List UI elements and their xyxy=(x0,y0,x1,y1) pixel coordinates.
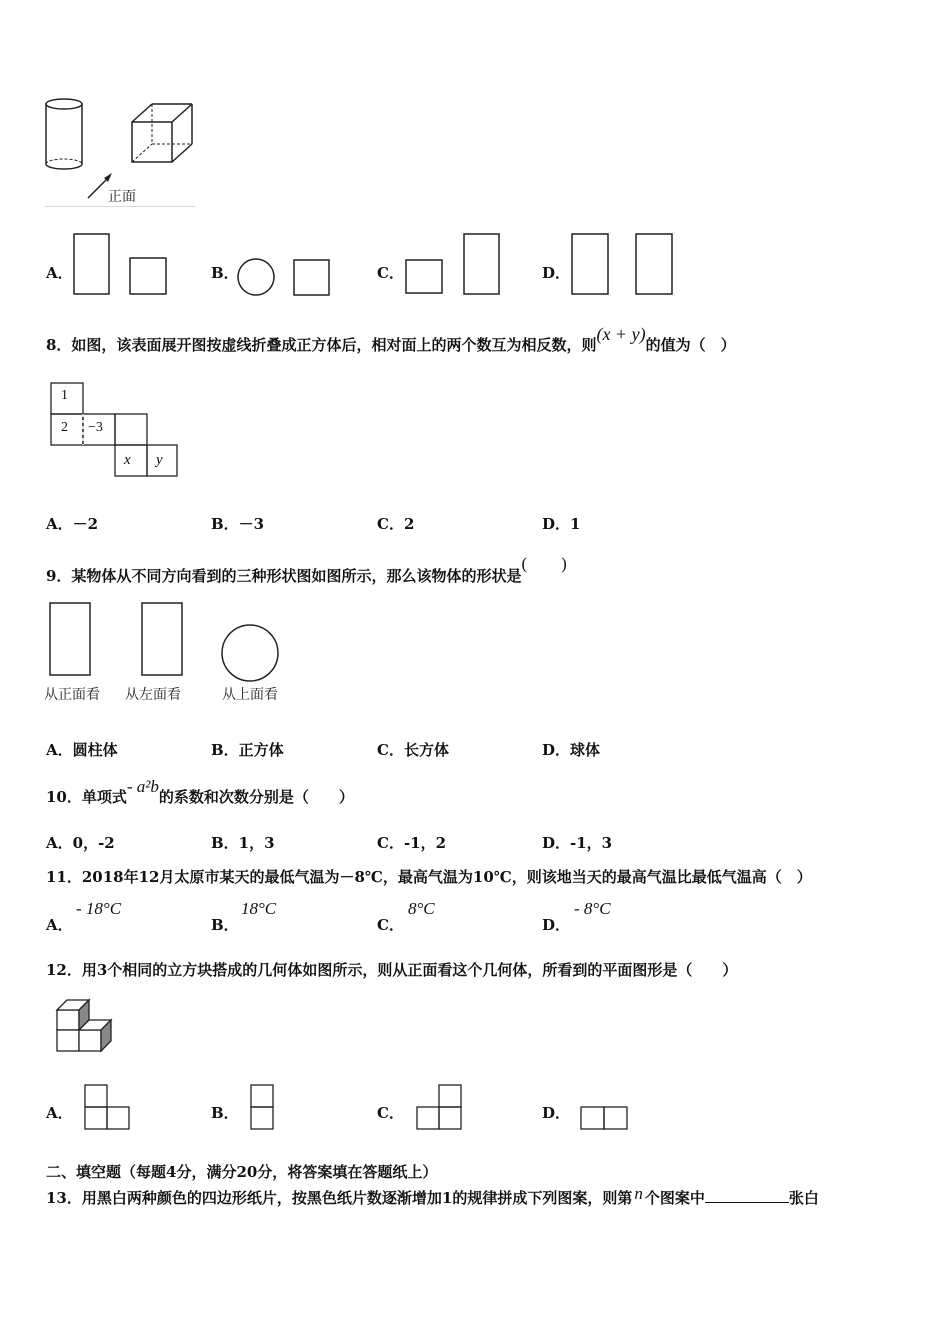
q7-cube-figure xyxy=(128,100,198,170)
q8-stem xyxy=(46,324,736,355)
q10-monomial: - a²b xyxy=(126,777,159,796)
q9-left-view xyxy=(140,601,186,677)
q12-option-d-letter: D． xyxy=(542,1104,571,1122)
q9-answer-paren: ( ) xyxy=(521,554,567,573)
q13-answer-blank[interactable] xyxy=(705,1188,789,1203)
q9-option-b: B．正方体 xyxy=(211,741,284,759)
q8-option-b: B．－3 xyxy=(211,515,265,533)
q13-stem-pre: 13．用黑白两种颜色的四边形纸片，按黑色纸片数逐渐增加1的规律拼成下列图案，则第 xyxy=(46,1189,633,1207)
section-2-heading: 二、填空题（每题4分，满分20分，将答案填在答题纸上） xyxy=(46,1163,438,1181)
q11-option-b-letter: B． xyxy=(211,916,239,934)
q8-net-cell-1: 1 xyxy=(61,388,68,403)
q9-stem-text: 9．某物体从不同方向看到的三种形状图如图所示，那么该物体的形状是 xyxy=(46,567,522,585)
q9-top-view-label: 从上面看 xyxy=(222,687,278,703)
q7-option-d-letter: D． xyxy=(542,264,571,282)
q13-stem-mid: 个图案中 xyxy=(644,1189,705,1207)
q8-expression: (x + y) xyxy=(596,324,646,344)
q10-option-a: A．0，-2 xyxy=(46,834,115,852)
q12-option-d-figure xyxy=(580,1106,630,1132)
q8-option-a: A．－2 xyxy=(46,515,99,533)
q8-net-cell-x: x xyxy=(124,452,131,468)
q7-option-c-figure xyxy=(402,232,502,298)
q8-stem-pre: 8．如图，该表面展开图按虚线折叠成正方体后，相对面上的两个数互为相反数，则 xyxy=(46,336,597,354)
q11-stem: 11．2018年12月太原市某天的最低气温为－8℃，最高气温为10℃，则该地当天的最高气温比最低气温高（ ） xyxy=(46,868,812,886)
q11-option-a-letter: A． xyxy=(46,916,73,934)
q8-net-cell-3: −3 xyxy=(88,420,103,435)
q7-figure-border xyxy=(44,206,196,207)
q11-option-c-value: 8°C xyxy=(408,899,435,918)
q10-stem-post: 的系数和次数分别是（ ） xyxy=(158,788,354,806)
q11-option-c-letter: C． xyxy=(377,916,404,934)
q8-stem-post: 的值为（ ） xyxy=(645,336,736,354)
q9-left-view-label: 从左面看 xyxy=(125,687,181,703)
q10-stem xyxy=(46,777,354,807)
q13-stem-post: 张白 xyxy=(788,1189,819,1207)
q7-option-a-figure xyxy=(72,232,172,298)
q12-option-a-letter: A． xyxy=(46,1104,73,1122)
q8-net-cell-2: 2 xyxy=(61,420,68,435)
q12-cube-stack-figure xyxy=(54,996,120,1056)
q7-front-label: 正面 xyxy=(108,189,136,205)
q7-option-b-letter: B． xyxy=(211,264,239,282)
q7-option-d-figure xyxy=(568,232,678,298)
q13-var-n: n xyxy=(634,1184,643,1203)
q12-option-c-letter: C． xyxy=(377,1104,404,1122)
q7-option-c-letter: C． xyxy=(377,264,404,282)
q8-net-cell-y: y xyxy=(156,452,163,468)
q8-option-d: D．1 xyxy=(542,515,581,533)
q11-option-a-value: - 18°C xyxy=(76,899,122,918)
q11-option-d-letter: D． xyxy=(542,916,571,934)
q9-front-view-label: 从正面看 xyxy=(44,687,100,703)
q9-option-d: D．球体 xyxy=(542,741,601,759)
q10-option-c: C．-1，2 xyxy=(377,834,447,852)
q11-option-b-value: 18°C xyxy=(241,899,277,918)
q12-stem: 12．用3个相同的立方块搭成的几何体如图所示，则从正面看这个几何体，所看到的平面图形是（ ） xyxy=(46,961,738,979)
q9-option-a: A．圆柱体 xyxy=(46,741,118,759)
q12-option-a-figure xyxy=(84,1084,132,1132)
q9-front-view xyxy=(48,601,94,677)
q12-option-c-figure xyxy=(416,1084,464,1132)
q9-top-view xyxy=(220,622,282,684)
q10-option-d: D．-1，3 xyxy=(542,834,613,852)
q7-option-a-letter: A． xyxy=(46,264,73,282)
q7-option-b-figure xyxy=(236,256,336,298)
q8-option-c: C．2 xyxy=(377,515,415,533)
q10-option-b: B．1，3 xyxy=(211,834,275,852)
q11-option-d-value: - 8°C xyxy=(574,899,611,918)
q9-option-c: C．长方体 xyxy=(377,741,449,759)
q7-cylinder-figure xyxy=(42,96,87,176)
q12-option-b-letter: B． xyxy=(211,1104,239,1122)
q12-option-b-figure xyxy=(250,1084,276,1132)
q10-stem-pre: 10．单项式 xyxy=(46,788,127,806)
q9-stem xyxy=(46,554,567,586)
q13-stem xyxy=(46,1184,819,1208)
